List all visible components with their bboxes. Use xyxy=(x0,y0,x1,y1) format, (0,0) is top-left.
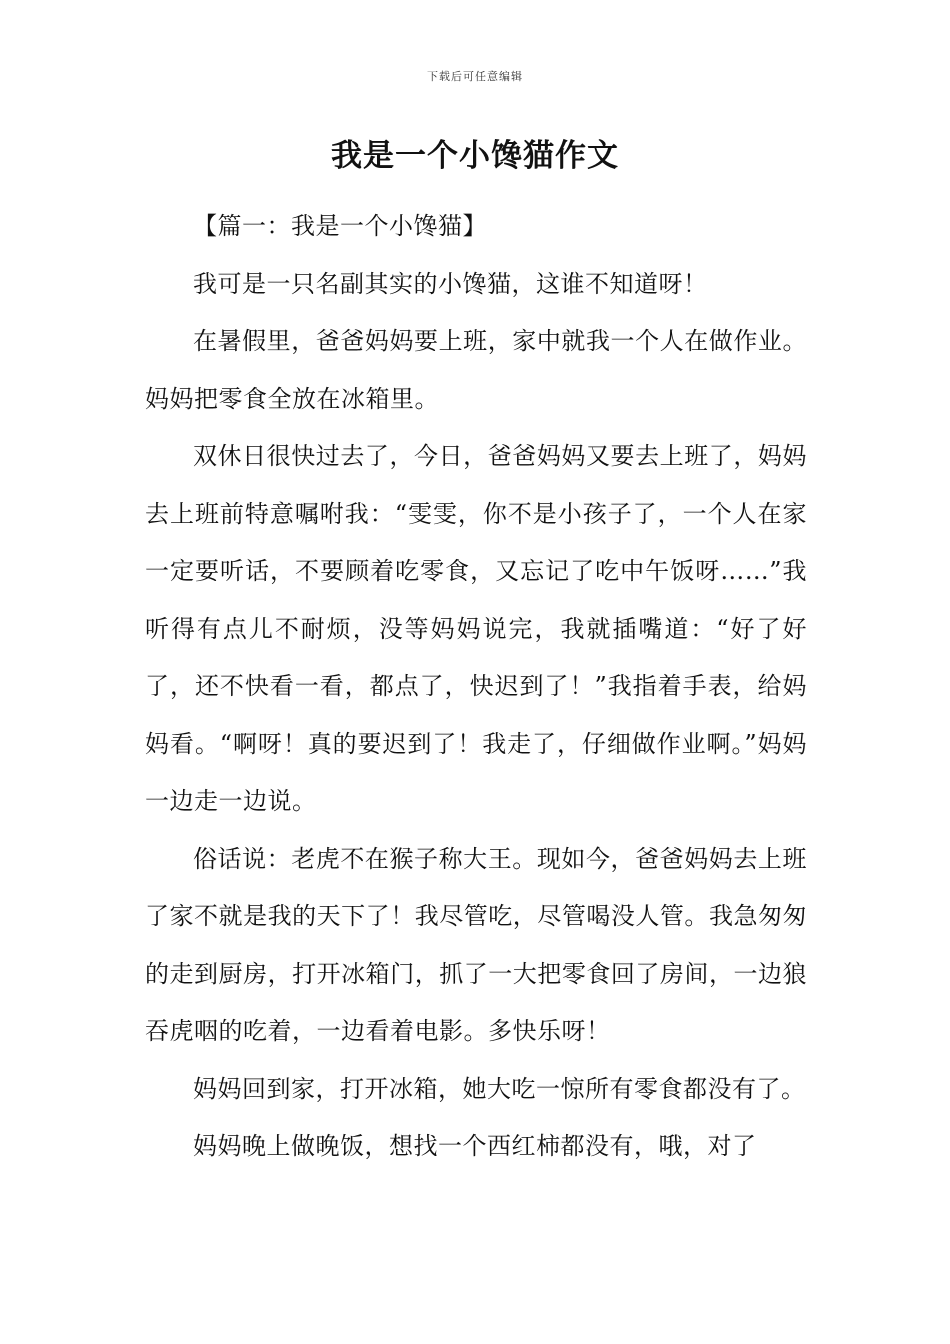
paragraph: 我可是一只名副其实的小馋猫，这谁不知道呀！ xyxy=(193,269,708,298)
paragraph: 俗话说：老虎不在猴子称大王。现如今，爸爸妈妈去上班了家不就是我的天下了！我尽管吃，尽管喝没人管。我急匆匆的走到厨房，打开冰箱门，抓了一大把零食回了房间，一边狼吞虎咽的吃着，一边看着电影。多快乐呀！ xyxy=(145,844,807,1045)
header-note: 下载后可任意编辑 xyxy=(427,70,523,83)
paragraph: 在暑假里，爸爸妈妈要上班，家中就我一个人在做作业。妈妈把零食全放在冰箱里。 xyxy=(145,327,807,413)
paragraph: 双休日很快过去了，今日，爸爸妈妈又要去上班了，妈妈去上班前特意嘱咐我：“雯雯，你不是小孩子了，一个人在家一定要听话，不要顾着吃零食，又忘记了吃中午饭呀……”我听得有点儿不耐烦，没等妈妈说完，我就插嘴道：“好了好了，还不快看一看，都点了，快迟到了！”我指着手表，给妈妈看。“啊呀！真的要迟到了！我走了，仔细做作业啊。”妈妈一边走一边说。 xyxy=(145,442,807,815)
paragraph: 妈妈晚上做晚饭，想找一个西红柿都没有，哦，对了 xyxy=(193,1132,757,1160)
document-title: 我是一个小馋猫作文 xyxy=(331,138,619,174)
document-body xyxy=(145,198,807,1176)
paragraph: 妈妈回到家，打开冰箱，她大吃一惊所有零食都没有了。 xyxy=(193,1074,806,1103)
section-heading: 【篇一：我是一个小馋猫】 xyxy=(193,212,487,240)
